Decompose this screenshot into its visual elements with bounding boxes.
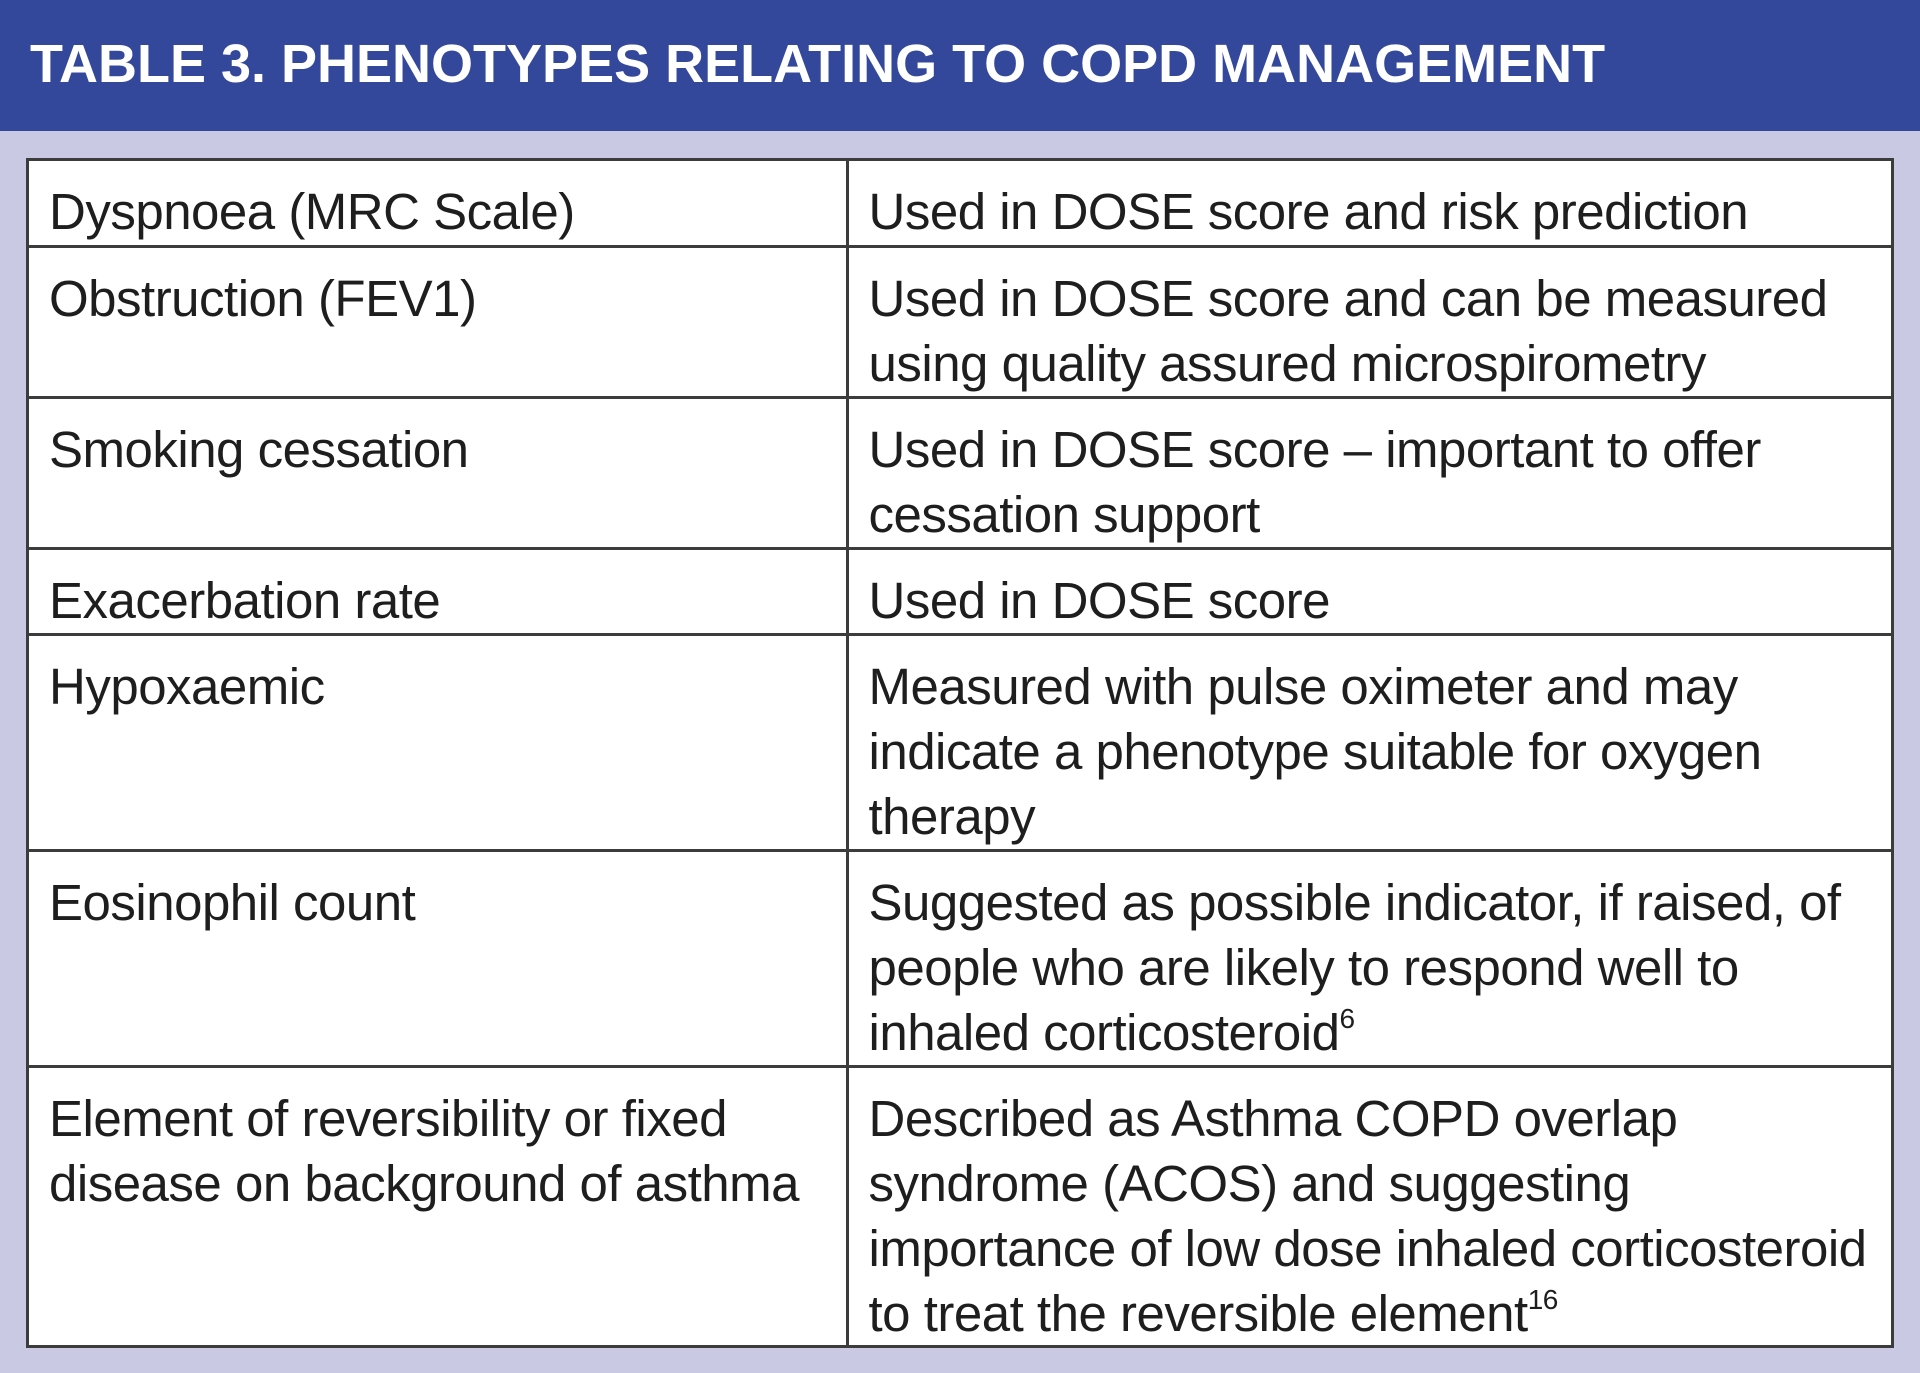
phenotype-cell (29, 634, 847, 850)
phenotype-text: Element of reversibility or fixed disease on background of asthma (49, 1089, 799, 1212)
phenotype-text: Eosinophil count (49, 873, 416, 931)
description-cell (847, 850, 1891, 1066)
table-row (29, 548, 1891, 634)
phenotype-cell (29, 1066, 847, 1346)
phenotype-cell (29, 246, 847, 397)
description-text: Used in DOSE score and risk prediction (868, 183, 1749, 240)
reference-superscript: 16 (1527, 1283, 1558, 1315)
description-text: Used in DOSE score – important to offer cessation support (868, 420, 1761, 543)
description-cell (847, 161, 1891, 246)
phenotype-text: Exacerbation rate (49, 571, 441, 629)
phenotype-cell (29, 850, 847, 1066)
table-row (29, 850, 1891, 1066)
description-cell (847, 1066, 1891, 1346)
description-cell (847, 246, 1891, 397)
table-header-bar (0, 0, 1920, 131)
phenotype-text: Dyspnoea (MRC Scale) (49, 183, 575, 240)
description-cell (847, 634, 1891, 850)
reference-superscript: 6 (1339, 1002, 1355, 1034)
description-cell (847, 548, 1891, 634)
description-text: Suggested as possible indicator, if raised, of people who are likely to respond well to inhaled corticosteroid (868, 873, 1841, 1061)
description-text: Used in DOSE score (868, 571, 1331, 629)
phenotype-text: Obstruction (FEV1) (49, 269, 477, 327)
table-row (29, 1066, 1891, 1346)
phenotype-table (26, 158, 1894, 1348)
description-cell (847, 397, 1891, 548)
table-row (29, 634, 1891, 850)
description-text: Used in DOSE score and can be measured using quality assured microspirometry (868, 269, 1828, 392)
phenotype-cell (29, 548, 847, 634)
table-row (29, 161, 1891, 246)
phenotype-text: Hypoxaemic (49, 657, 325, 715)
table-title: TABLE 3. PHENOTYPES RELATING TO COPD MANAGEMENT (30, 34, 1606, 94)
table-row (29, 397, 1891, 548)
description-text: Measured with pulse oximeter and may indicate a phenotype suitable for oxygen therapy (868, 657, 1762, 845)
phenotype-cell (29, 397, 847, 548)
phenotype-cell (29, 161, 847, 246)
table-row (29, 246, 1891, 397)
phenotype-text: Smoking cessation (49, 420, 469, 478)
description-text: Described as Asthma COPD overlap syndrome (ACOS) and suggesting importance of low dose inhaled corticosteroid to treat the reversible element (868, 1089, 1867, 1342)
